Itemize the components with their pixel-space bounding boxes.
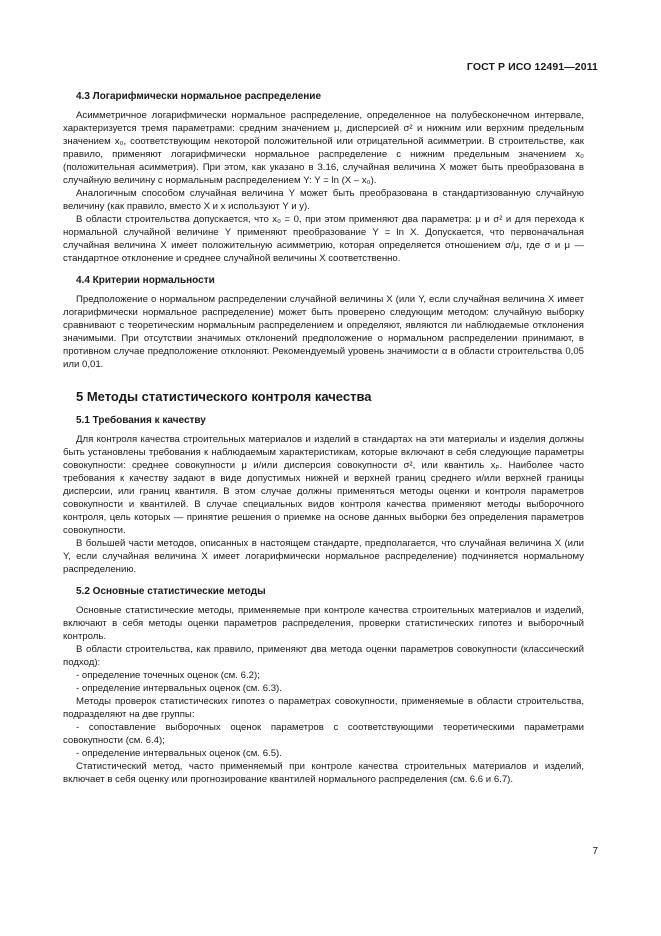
- paragraph: Основные статистические методы, применяемые при контроле качества строительных материалов и изделий, включают в себя методы оценки параметров распределения, проверки статистических гипотез и выборочный контроль.: [63, 605, 584, 642]
- list-item: - определение точечных оценок (см. 6.2);: [76, 670, 260, 681]
- document-id-header: ГОСТ Р ИСО 12491—2011: [466, 61, 598, 73]
- paragraph: Методы проверок статистических гипотез о параметрах совокупности, применяемые в области строительства, подразделяют на две группы:: [63, 696, 584, 720]
- paragraph: В большей части методов, описанных в настоящем стандарте, предполагается, что случайная величина X (или Y, если случайная величина X имеет логарифмически нормальное распределение) подчиняется нормальному распределению.: [63, 538, 584, 575]
- paragraph: В области строительства допускается, что x₀ = 0, при этом применяют два параметра: μ и σ² и для перехода к нормальной случайной величине Y применяют преобразование Y = ln X. Допускается, что первоначальная случайная величина X имеет положительную асимметрию, которая определяется отношением σ/μ, где σ и μ — стандартное отклонение и среднее случайной величины X соответственно.: [63, 214, 584, 264]
- heading-4-3: 4.3 Логарифмически нормальное распределение: [76, 91, 321, 102]
- paragraph: В области строительства, как правило, применяют два метода оценки параметров совокупности (классический подход):: [63, 644, 584, 668]
- paragraph: Аналогичным способом случайная величина Y может быть преобразована в стандартизованную случайную величину (как правило, вместо X и x используют Y и y).: [63, 188, 584, 212]
- paragraph: Для контроля качества строительных материалов и изделий в стандартах на эти материалы и изделия должны быть установлены требования к наблюдаемым характеристикам, которые включают в себя следующие параметры совокупности: среднее совокупности μ и/или дисперсия совокупности σ², или квантиль xₚ. Наиболее часто требования к качеству задают в виде допустимых нижней и верхней границ среднего и/или верхней границы дисперсии, или границ квантиля. В этом случае должны применяться методы оценки и контроля параметров совокупности и квантилей. В случае специальных видов контроля качества применяют методы выборочного контроля, цель которых — принятие решения о приемке на основе данных выборки без определения параметров совокупности.: [63, 434, 584, 536]
- heading-section-5: 5 Методы статистического контроля качества: [76, 389, 372, 404]
- list-item: - определение интервальных оценок (см. 6.3).: [76, 683, 282, 694]
- heading-5-1: 5.1 Требования к качеству: [76, 415, 206, 426]
- paragraph: Статистический метод, часто применяемый при контроле качества строительных материалов и изделий, включает в себя оценку или прогнозирование квантилей нормального распределения (см. 6.6 и 6.7).: [63, 761, 584, 785]
- heading-5-2: 5.2 Основные статистические методы: [76, 586, 266, 597]
- list-item: - определение интервальных оценок (см. 6.5).: [76, 748, 282, 759]
- list-item: - сопоставление выборочных оценок параметров с соответствующими теоретическими параметрами совокупности (см. 6.4);: [63, 722, 584, 746]
- paragraph: Предположение о нормальном распределении случайной величины X (или Y, если случайная величина X имеет логарифмически нормальное распределение) может быть проверено следующим методом: случайную выборку сравнивают с теоретическим нормальным распределением и определяют, являются ли наблюдаемые отклонения значимыми. При отсутствии значимых отклонений предположение о нормальном распределении принимают, в противном случае предположение отклоняют. Рекомендуемый уровень значимости α в области строительства 0,05 или 0,01.: [63, 294, 584, 370]
- page-number: 7: [592, 846, 598, 857]
- document-body: [63, 91, 584, 786]
- heading-4-4: 4.4 Критерии нормальности: [76, 275, 215, 286]
- paragraph: Асимметричное логарифмически нормальное распределение, определенное на полубесконечном интервале, характеризуется тремя параметрами: средним значением μ, дисперсией σ² и нижним или верхним предельным значением x₀, соответствующим некоторой положительной или отрицательной асимметрии. В строительстве, как правило, применяют логарифмически нормальное распределение с нижним предельным значением x₀ (положительная асимметрия). При этом, как указано в 3.16, случайная величина X может быть преобразована в случайную величину с нормальным распределением Y: Y = ln (X – x₀).: [63, 110, 584, 186]
